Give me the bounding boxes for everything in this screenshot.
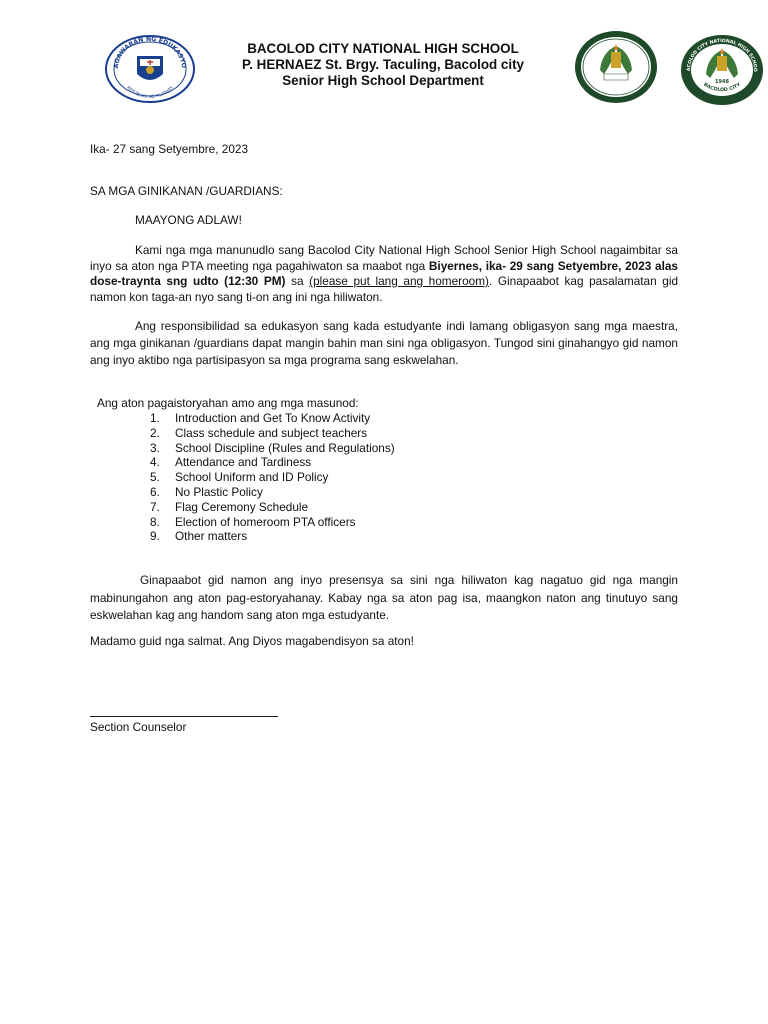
school-seal-logo-alt (680, 34, 764, 106)
meeting-date-time: Biyernes, ika- 29 sang Setyembre, 2023 alas dose-traynta sng udto (12:30 PM) (90, 258, 678, 288)
svg-text:REPUBLIKA NG PILIPINAS: REPUBLIKA NG PILIPINAS (126, 84, 174, 100)
agenda-list (150, 411, 395, 544)
agenda-item: 4. Attendance and Tardiness (150, 455, 312, 470)
signer-title: Section Counselor (90, 720, 187, 734)
signature-line (90, 716, 278, 717)
agenda-item: 8. Election of homeroom PTA officers (150, 514, 356, 529)
agenda-item: 6. No Plastic Policy (150, 484, 263, 499)
school-seal-logo (574, 30, 658, 104)
responsibility-text: Ang responsibilidad sa edukasyon sang kada estudyante indi lamang obligasyon sang mga maestra, ang mga ginikanan /guardians dapat mangin bahin man sini nga obligasyon. Tungod sini ginahangyo gid namon ang inyo aktibo nga partisipasyon sa mga programa sang eskwelahan. (90, 319, 678, 367)
agenda-item: 9. Other matters (150, 529, 248, 544)
invitation-text-a: Kami nga mga manunudlo sang Bacolod City National High School Senior High School nagaimbitar sa inyo sa aton nga PTA meeting nga pagahiwaton sa maabot nga (90, 243, 678, 273)
agenda-intro: Ang aton pagaistoryahan amo ang mga masunod: (97, 396, 359, 410)
letter-greeting: MAAYONG ADLAW! (135, 213, 242, 227)
paragraph-presence (90, 572, 678, 625)
letter-closing: Madamo guid nga salmat. Ang Diyos magabendisyon sa aton! (90, 634, 414, 648)
agenda-item: 1. Introduction and Get To Know Activity (150, 411, 371, 425)
invitation-text-b: sa (285, 274, 310, 288)
letter-date: Ika- 27 sang Setyembre, 2023 (90, 142, 249, 156)
paragraph-invitation (90, 243, 678, 305)
agenda-item: 2. Class schedule and subject teachers (150, 425, 368, 440)
invitation-text-c: . Ginapaabot kag pasalamatan gid namon kon taga-an nyo sang ti-on ang ini nga hiliwaton. (90, 274, 679, 304)
department-name: Senior High School Department (282, 73, 484, 88)
svg-text:KAGAWARAN NG EDUKASYON: AGAWARAN NG EDUKASYO (112, 35, 188, 69)
letterhead (200, 41, 566, 89)
agenda-item: 7. Flag Ceremony Schedule (150, 499, 309, 514)
svg-text:BACOLOD CITY NATIONAL HIGH SCH: ACOLOD CITY NATIONAL HIGH SCHOO (686, 38, 758, 72)
agenda-item: 3. School Discipline (Rules and Regulations) (150, 440, 395, 455)
letter-addressee: SA MGA GINIKANAN /GUARDIANS: (90, 184, 283, 198)
deped-seal-logo (104, 34, 196, 104)
presence-text: Ginapaabot gid namon ang inyo presensya sa sini nga hiliwaton kag nagatuo gid nga mangin mabinungahon ang aton pag-estoryahanay. Kabay nga sa aton pag isa, maangkon naton ang tinutuyo sang eskwelahan kag ang handom sang aton mga estudyante. (90, 573, 678, 622)
paragraph-responsibility (90, 318, 678, 369)
school-address: P. HERNAEZ St. Brgy. Taculing, Bacolod city (242, 57, 524, 72)
agenda-item: 5. School Uniform and ID Policy (150, 470, 329, 485)
svg-text:BACOLOD CITY: BACOLOD CITY (702, 82, 742, 94)
school-name: BACOLOD CITY NATIONAL HIGH SCHOOL (247, 41, 519, 56)
homeroom-placeholder: (please put lang ang homeroom) (309, 274, 489, 288)
svg-text:1948: 1948 (715, 79, 729, 85)
